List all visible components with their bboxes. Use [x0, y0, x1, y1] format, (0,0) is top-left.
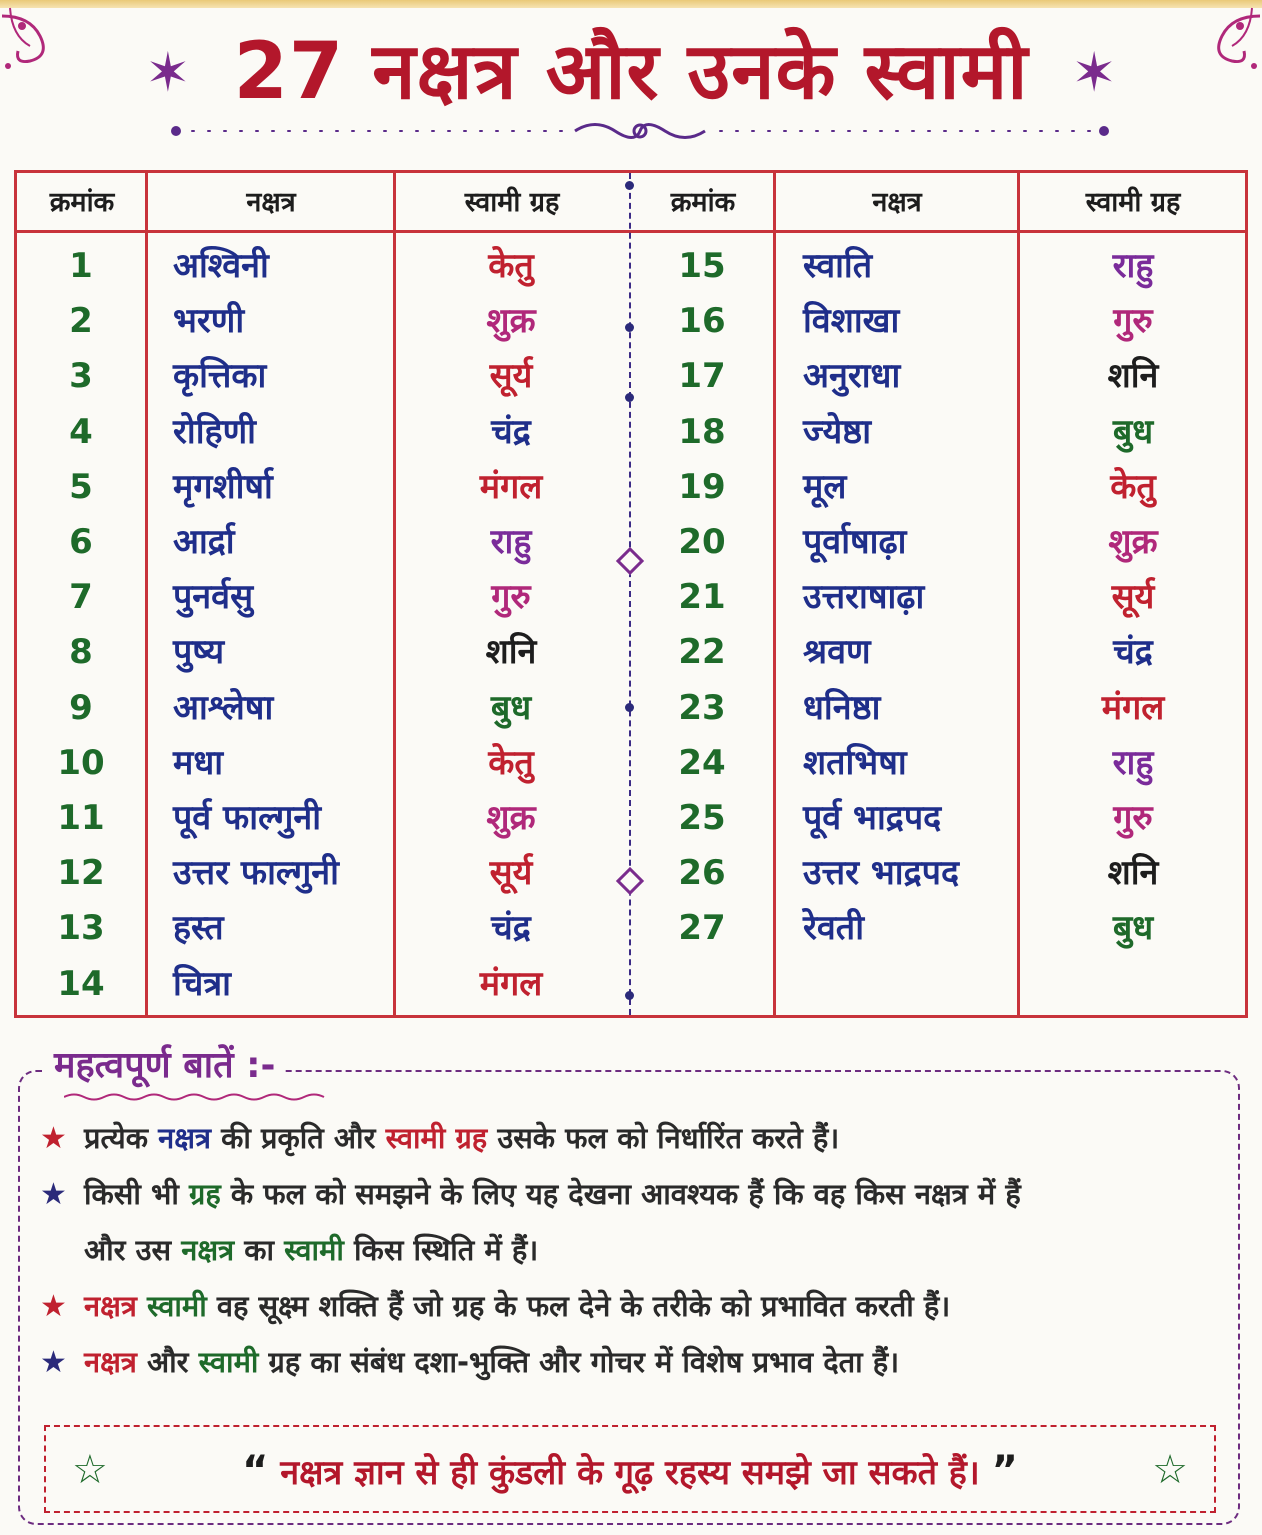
nakshatra-name: रेवती: [803, 908, 864, 949]
keyword: स्वामी: [147, 1289, 207, 1323]
lord-planet: चंद्र: [491, 908, 531, 949]
serial-number: 5: [69, 466, 93, 507]
keyword: नक्षत्र: [158, 1121, 212, 1155]
nakshatra-table: [14, 170, 1248, 1018]
lord-planet: केतु: [1110, 466, 1156, 507]
lord-planet: केतु: [488, 742, 534, 783]
star-bullet-icon: ★: [40, 1345, 67, 1380]
table-row: [17, 239, 1245, 294]
lord-planet: गुरु: [1113, 301, 1153, 342]
lord-planet: शुक्र: [1108, 522, 1158, 562]
star-bullet-icon: ★: [40, 1121, 67, 1156]
nakshatra-name: पूर्वाषाढ़ा: [803, 522, 907, 562]
header-lord-left: स्वामी ग्रह: [464, 187, 560, 218]
nakshatra-name: चित्रा: [173, 963, 231, 1004]
note-text: के फल को समझने के लिए यह देखना आवश्यक हैं कि वह किस नक्षत्र में हैं: [230, 1177, 1021, 1211]
note-text: और: [147, 1345, 189, 1379]
lord-planet: केतु: [488, 246, 534, 286]
header-kramank-right: क्रमांक: [670, 187, 736, 218]
note-text: प्रत्येक: [84, 1121, 149, 1155]
lord-planet: शुक्र: [486, 798, 536, 838]
star-left-icon: ✶: [145, 40, 191, 104]
lord-planet: शनि: [485, 632, 537, 673]
note-text: वह सूक्ष्म शक्ति हैं जो ग्रह के फल देने के तरीके को प्रभावित करती हैं।: [216, 1289, 951, 1323]
nakshatra-name: पूर्व भाद्रपद: [803, 798, 942, 838]
keyword: नक्षत्र: [84, 1345, 137, 1379]
serial-number: 7: [69, 577, 93, 618]
serial-number: 11: [57, 798, 105, 838]
star-bullet-icon: ★: [40, 1177, 67, 1212]
note-item: [40, 1110, 1230, 1167]
nakshatra-name: मधा: [173, 742, 224, 783]
header-nakshatra-right: नक्षत्र: [872, 187, 922, 218]
table-row: [17, 515, 1245, 570]
nakshatra-name: भरणी: [173, 301, 245, 342]
serial-number: 17: [678, 356, 726, 397]
lord-planet: मंगल: [479, 963, 543, 1004]
serial-number: 27: [678, 908, 726, 949]
serial-number: 24: [678, 742, 726, 783]
note-text: उसके फल को निर्धारिंत करते हैं।: [497, 1121, 840, 1155]
notes-heading-underline: [64, 1092, 334, 1102]
keyword: स्वामी: [284, 1233, 344, 1267]
lord-planet: सूर्य: [489, 853, 533, 894]
nakshatra-name: स्वाति: [803, 246, 873, 286]
nakshatra-name: उत्तर भाद्रपद: [803, 853, 959, 894]
nakshatra-name: ज्येष्ठा: [803, 411, 871, 452]
nakshatra-name: उत्तराषाढ़ा: [803, 577, 925, 618]
nakshatra-name: पुनर्वसु: [173, 577, 254, 618]
quote-text: नक्षत्र ज्ञान से ही कुंडली के गूढ़ रहस्य समझे जा सकते हैं।: [280, 1453, 980, 1493]
lord-planet: मंगल: [1101, 687, 1165, 728]
serial-number: 1: [69, 246, 93, 286]
outline-star-icon: ☆: [1152, 1447, 1188, 1493]
note-text: किस स्थिति में हैं।: [354, 1233, 539, 1267]
nakshatra-name: मृगशीर्षा: [173, 466, 273, 507]
title-area: [0, 22, 1262, 122]
lord-planet: शनि: [1107, 853, 1159, 894]
note-text: किसी भी: [84, 1177, 179, 1211]
lord-planet: राहु: [1112, 742, 1154, 783]
note-text: का: [244, 1233, 275, 1267]
serial-number: 4: [69, 411, 93, 452]
header-nakshatra-left: नक्षत्र: [246, 187, 296, 218]
serial-number: 12: [57, 853, 105, 894]
star-right-icon: ✶: [1071, 40, 1117, 104]
serial-number: 20: [678, 522, 726, 562]
lord-planet: शुक्र: [486, 301, 536, 342]
nakshatra-name: हस्त: [173, 908, 224, 949]
lord-planet: गुरु: [491, 577, 531, 618]
close-quote-mark: ”: [991, 1448, 1018, 1494]
serial-number: 3: [69, 356, 93, 397]
serial-number: 16: [678, 301, 726, 342]
nakshatra-name: धनिष्ठा: [803, 687, 881, 728]
nakshatra-name: पुष्य: [173, 632, 225, 673]
header-lord-right: स्वामी ग्रह: [1085, 187, 1181, 218]
keyword: नक्षत्र: [181, 1233, 235, 1267]
table-row: [17, 405, 1245, 460]
serial-number: 9: [69, 687, 93, 728]
nakshatra-name: अश्विनी: [173, 246, 269, 286]
nakshatra-name: शतभिषा: [803, 742, 907, 783]
table-row: [17, 570, 1245, 625]
table-row: [17, 901, 1245, 956]
page-title: 27 नक्षत्र और उनके स्वामी: [233, 27, 1029, 117]
quote: [46, 1427, 1214, 1515]
nakshatra-name: आर्द्रा: [173, 522, 235, 562]
serial-number: 10: [57, 742, 105, 783]
nakshatra-name: आश्लेषा: [173, 687, 274, 728]
keyword: स्वामी: [198, 1345, 259, 1379]
serial-number: 13: [57, 908, 105, 949]
lord-planet: चंद्र: [1113, 632, 1153, 673]
title-divider: [170, 118, 1110, 144]
serial-number: 19: [678, 466, 726, 507]
table-row: [17, 957, 1245, 1012]
note-item-continuation: [84, 1222, 1262, 1278]
star-bullet-icon: ★: [40, 1289, 67, 1324]
quote-box: [44, 1425, 1216, 1513]
note-text: और उस: [84, 1233, 172, 1267]
lord-planet: सूर्य: [1111, 577, 1155, 618]
lord-planet: गुरु: [1113, 798, 1153, 838]
serial-number: 15: [678, 246, 726, 286]
keyword: नक्षत्र: [84, 1289, 137, 1323]
table-row: [17, 846, 1245, 901]
serial-number: 18: [678, 411, 726, 452]
nakshatra-name: अनुराधा: [803, 356, 901, 397]
lord-planet: बुध: [490, 687, 532, 728]
table-row: [17, 625, 1245, 680]
table-row: [17, 294, 1245, 349]
nakshatra-name: रोहिणी: [173, 411, 256, 452]
lord-planet: राहु: [490, 522, 532, 562]
nakshatra-name: उत्तर फाल्गुनी: [173, 853, 339, 894]
keyword: स्वामी ग्रह: [385, 1121, 488, 1155]
serial-number: 8: [69, 632, 93, 673]
note-text: की प्रकृति और: [221, 1121, 376, 1155]
serial-number: 22: [678, 632, 726, 673]
lord-planet: मंगल: [479, 466, 543, 507]
lord-planet: बुध: [1112, 908, 1154, 949]
serial-number: 23: [678, 687, 726, 728]
keyword: ग्रह: [189, 1177, 221, 1211]
serial-number: 26: [678, 853, 726, 894]
table-row: [17, 736, 1245, 791]
serial-number: 21: [678, 577, 726, 618]
serial-number: 6: [69, 522, 93, 562]
serial-number: 25: [678, 798, 726, 838]
lord-planet: बुध: [1112, 411, 1154, 452]
serial-number: 2: [69, 301, 93, 342]
open-quote-mark: “: [242, 1448, 269, 1494]
note-item: [40, 1278, 1230, 1335]
lord-planet: राहु: [1112, 246, 1154, 286]
divider-dot: [625, 181, 634, 190]
header-kramank-left: क्रमांक: [49, 187, 115, 218]
top-border: [0, 0, 1262, 8]
nakshatra-name: विशाखा: [803, 301, 900, 342]
serial-number: 14: [57, 963, 105, 1004]
lord-planet: चंद्र: [491, 411, 531, 452]
table-row: [17, 681, 1245, 736]
outline-star-icon: ☆: [72, 1447, 108, 1493]
table-row: [17, 349, 1245, 404]
note-item: [40, 1334, 1230, 1391]
nakshatra-name: कृत्तिका: [173, 356, 267, 397]
lord-planet: सूर्य: [489, 356, 533, 397]
notes-heading: महत्वपूर्ण बातें :-: [44, 1038, 285, 1094]
nakshatra-name: पूर्व फाल्गुनी: [173, 798, 322, 838]
table-row: [17, 791, 1245, 846]
nakshatra-name: श्रवण: [803, 632, 871, 673]
note-text: ग्रह का संबंध दशा-भुक्ति और गोचर में विशेष प्रभाव देता हैं।: [268, 1345, 900, 1379]
nakshatra-name: मूल: [803, 466, 847, 507]
note-item: [40, 1166, 1230, 1223]
lord-planet: शनि: [1107, 356, 1159, 397]
table-row: [17, 460, 1245, 515]
